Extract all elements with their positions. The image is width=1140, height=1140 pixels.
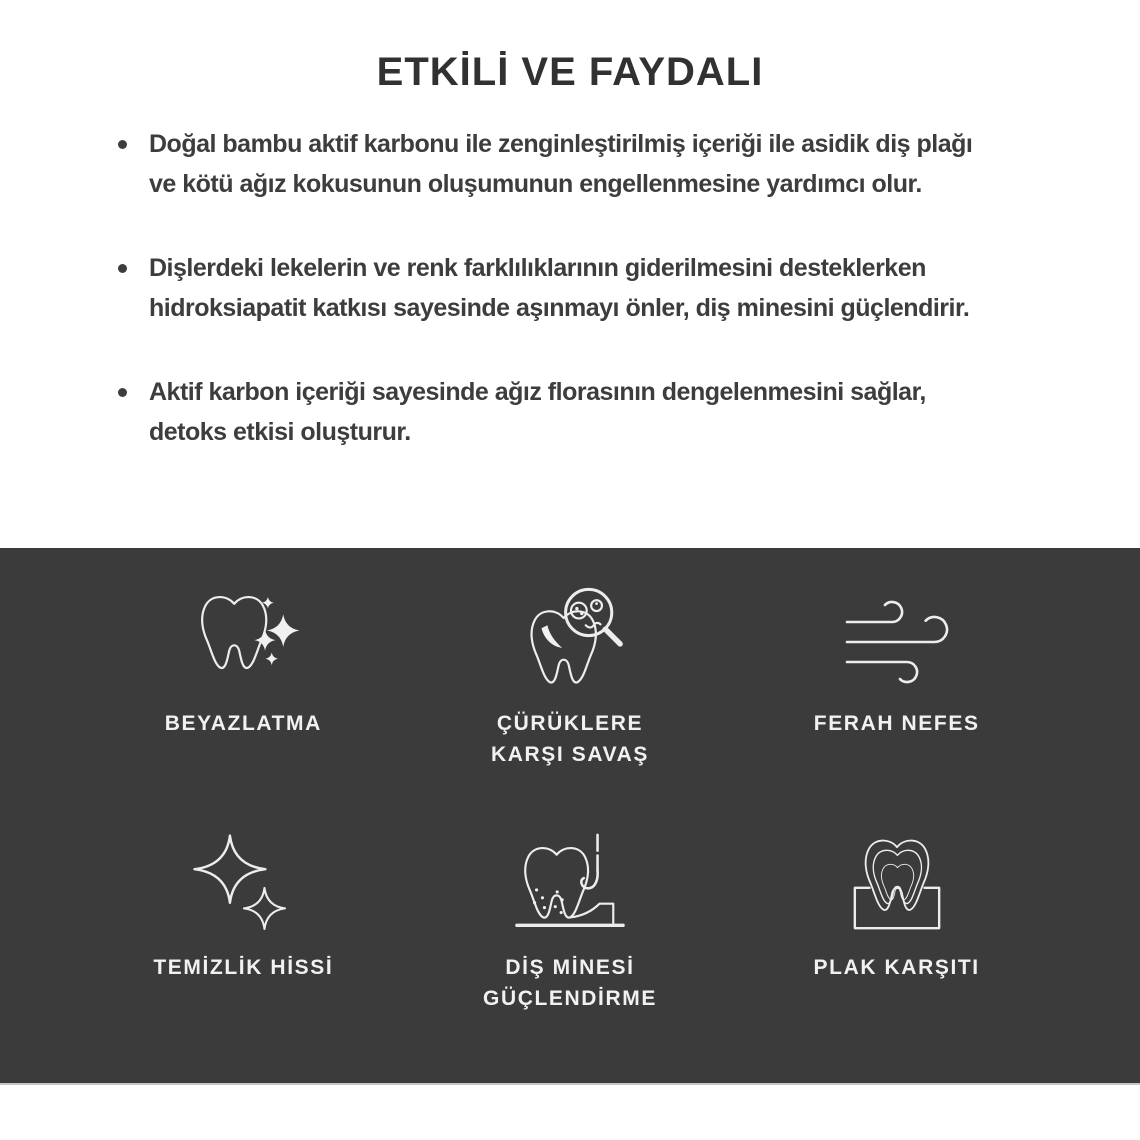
feature-label: PLAK KARŞITI xyxy=(813,956,980,979)
bullet-text: Doğal bambu aktif karbonu ile zenginleştirilmiş içeriği ile asidik diş plağı ve kötü ağız kokusunun oluşumunun engellenmesine yardımcı olur. xyxy=(149,130,973,198)
feature-label: TEMİZLİK HİSSİ xyxy=(153,956,334,979)
benefit-list xyxy=(118,124,978,452)
feature-fresh-breath xyxy=(733,584,1060,770)
list-item xyxy=(118,124,978,204)
feature-label: DİŞ MİNESİ GÜÇLENDİRME xyxy=(483,956,657,1010)
bullet-text: Aktif karbon içeriği sayesinde ağız florasının dengelenmesini sağlar, detoks etkisi oluşturur. xyxy=(149,378,926,446)
page-title: ETKİLİ VE FAYDALI xyxy=(376,50,764,94)
bullet-text: Dişlerdeki lekelerin ve renk farklılıklarının giderilmesini desteklerken hidroksiapatit katkısı sayesinde aşınmayı önler, diş minesini güçlendirir. xyxy=(149,254,970,322)
list-item xyxy=(118,248,978,328)
bullet-dot xyxy=(118,388,127,397)
feature-cavity-fight xyxy=(407,584,734,770)
feature-label: FERAH NEFES xyxy=(813,712,980,735)
sparkles-icon xyxy=(187,828,299,944)
bullet-dot xyxy=(118,264,127,273)
sparkling-tooth-icon xyxy=(176,584,310,700)
list-item xyxy=(118,372,978,452)
feature-anti-plaque xyxy=(733,828,1060,1014)
tooth-magnifier-icon xyxy=(511,584,629,700)
wind-icon xyxy=(834,584,960,700)
features-grid xyxy=(0,548,1140,1014)
feature-clean-feeling xyxy=(80,828,407,1014)
features-panel xyxy=(0,548,1140,1085)
tooth-gum-icon xyxy=(842,828,952,944)
bullet-dot xyxy=(118,140,127,149)
feature-label: BEYAZLATMA xyxy=(164,712,322,735)
feature-label: ÇÜRÜKLERE KARŞI SAVAŞ xyxy=(490,712,649,766)
feature-enamel-strengthening xyxy=(407,828,734,1014)
feature-whitening xyxy=(80,584,407,770)
tooth-tool-icon xyxy=(511,828,629,944)
